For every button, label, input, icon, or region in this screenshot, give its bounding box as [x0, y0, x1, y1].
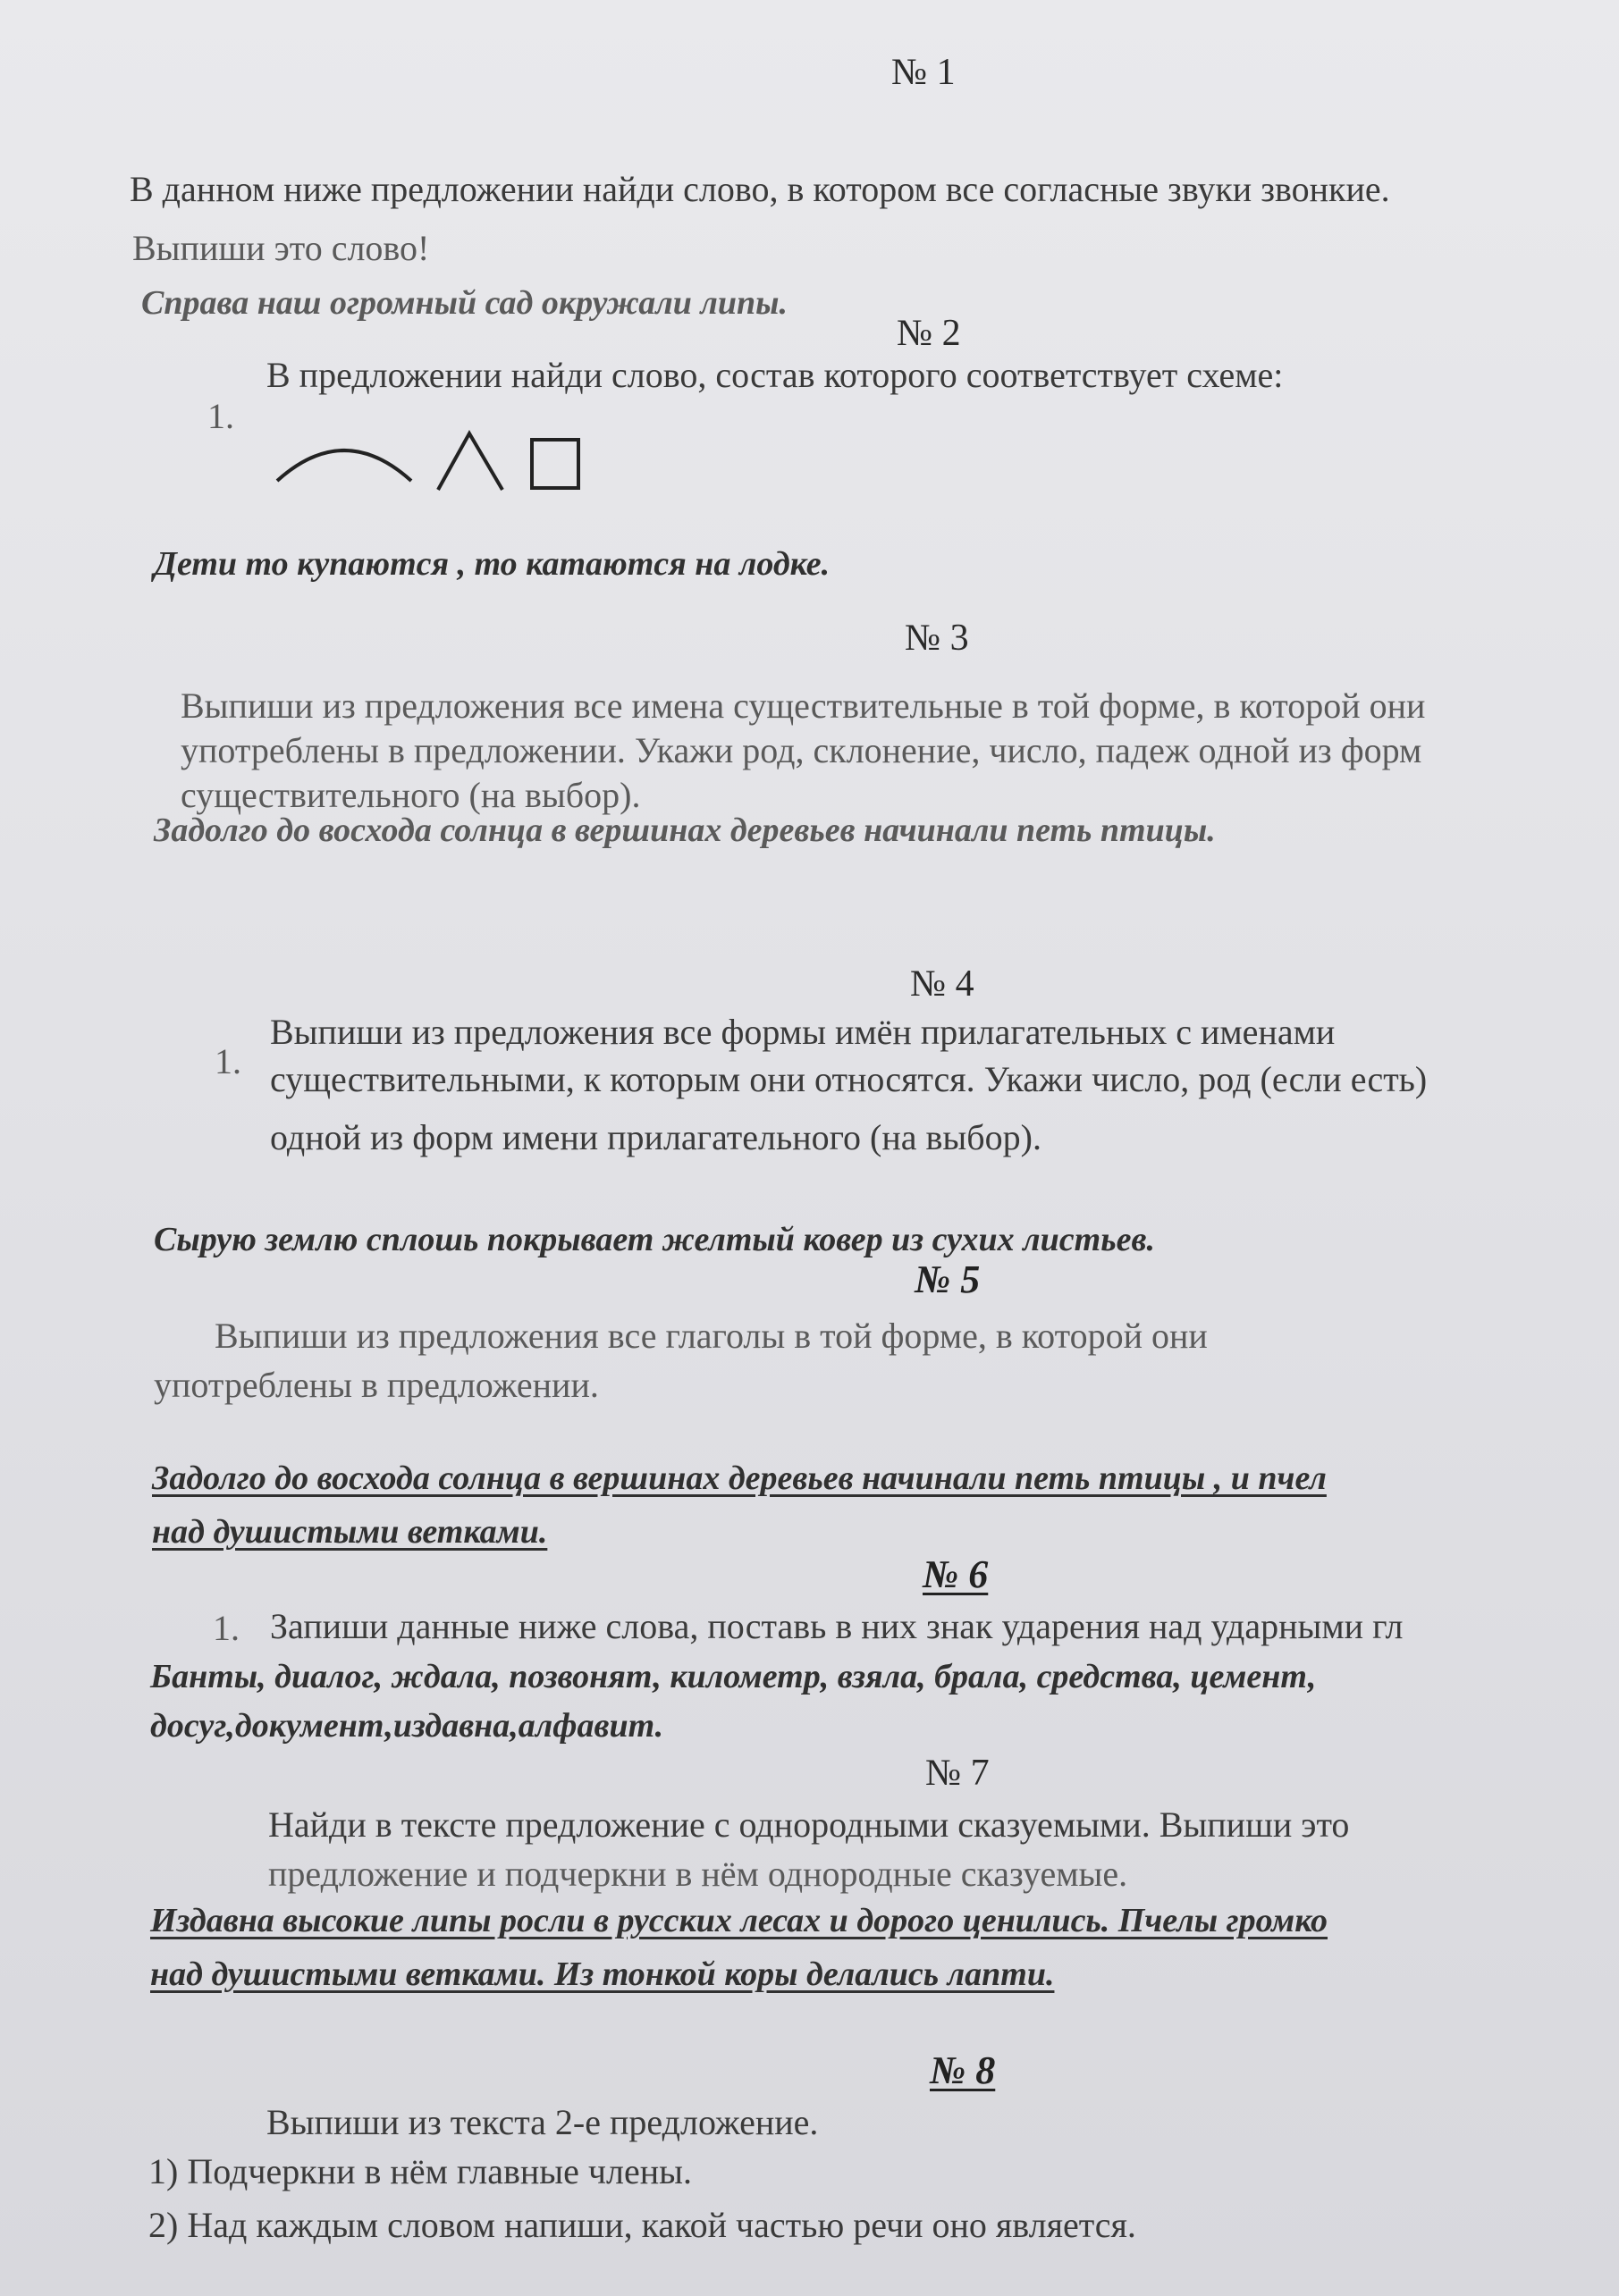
- task6-number: № 6: [923, 1552, 989, 1596]
- task6-words-line1: Банты, диалог, ждала, позвонят, километр, взяла, брала, средства, цемент,: [150, 1658, 1317, 1695]
- task3-number: № 3: [905, 618, 969, 659]
- task1-number: № 1: [891, 52, 956, 93]
- task2-sentence: Дети то купаются , то катаются на лодке.: [154, 545, 831, 583]
- root-arc-icon: [277, 450, 411, 481]
- task8-item-2: 2) Над каждым словом напиши, какой частью речи оно является.: [148, 2205, 1136, 2245]
- suffix-caret-icon: [438, 433, 502, 490]
- task7-instruction-line2: предложение и подчеркни в нём однородные сказуемые.: [268, 1854, 1128, 1894]
- task7-instruction-line1: Найди в тексте предложение с однородными сказуемыми. Выпиши это: [268, 1804, 1350, 1845]
- task3-sentence: Задолго до восхода солнца в вершинах деревьев начинали петь птицы.: [154, 812, 1216, 849]
- task6-marker: 1.: [213, 1608, 240, 1648]
- task6-words-line2: досуг,документ,издавна,алфавит.: [150, 1707, 664, 1745]
- task3-instruction-line2: употреблены в предложении. Укажи род, склонение, число, падеж одной из форм: [181, 730, 1422, 770]
- task4-sentence: Сырую землю сплошь покрывает желтый ковер из сухих листьев.: [154, 1221, 1155, 1258]
- task5-number: № 5: [915, 1257, 981, 1301]
- ending-square-icon: [532, 440, 578, 488]
- task2-number: № 2: [897, 313, 961, 354]
- task7-number: № 7: [925, 1753, 990, 1794]
- word-scheme: [268, 420, 590, 509]
- task5-sentence-line2: над душистыми ветками.: [152, 1513, 548, 1551]
- task2-marker: 1.: [207, 396, 234, 436]
- task7-text-line2: над душистыми ветками. Из тонкой коры делались лапти.: [150, 1955, 1055, 1993]
- task8-instruction: Выпиши из текста 2-е предложение.: [266, 2102, 819, 2142]
- task1-sentence: Справа наш огромный сад окружали липы.: [141, 284, 788, 322]
- task8-item-1: 1) Подчеркни в нём главные члены.: [148, 2151, 693, 2191]
- task5-instruction-line2: употреблены в предложении.: [154, 1365, 599, 1405]
- task8-number: № 8: [930, 2048, 996, 2092]
- task7-text-line1: Издавна высокие липы росли в русских лесах и дорого ценились. Пчелы громко: [150, 1902, 1328, 1939]
- task5-instruction-line1: Выпиши из предложения все глаголы в той форме, в которой они: [215, 1316, 1208, 1356]
- task3-instruction-line3: существительного (на выбор).: [181, 775, 641, 815]
- task5-sentence-line1: Задолго до восхода солнца в вершинах деревьев начинали петь птицы , и пчел: [152, 1459, 1327, 1497]
- task4-instruction-line3: одной из форм имени прилагательного (на выбор).: [270, 1117, 1041, 1157]
- task4-instruction-line2: существительными, к которым они относятся. Укажи число, род (если есть): [270, 1059, 1428, 1099]
- task4-number: № 4: [910, 963, 974, 1005]
- task4-marker: 1.: [215, 1041, 241, 1081]
- task2-instruction: В предложении найди слово, состав которого соответствует схеме:: [266, 355, 1284, 395]
- task6-instruction: Запиши данные ниже слова, поставь в них знак ударения над ударными гл: [270, 1606, 1404, 1646]
- task3-instruction-line1: Выпиши из предложения все имена существительные в той форме, в которой они: [181, 685, 1426, 726]
- task1-instruction-line1: В данном ниже предложении найди слово, в котором все согласные звуки звонкие.: [130, 169, 1390, 209]
- task1-instruction-line2: Выпиши это слово!: [132, 228, 430, 268]
- task4-instruction-line1: Выпиши из предложения все формы имён прилагательных с именами: [270, 1012, 1336, 1052]
